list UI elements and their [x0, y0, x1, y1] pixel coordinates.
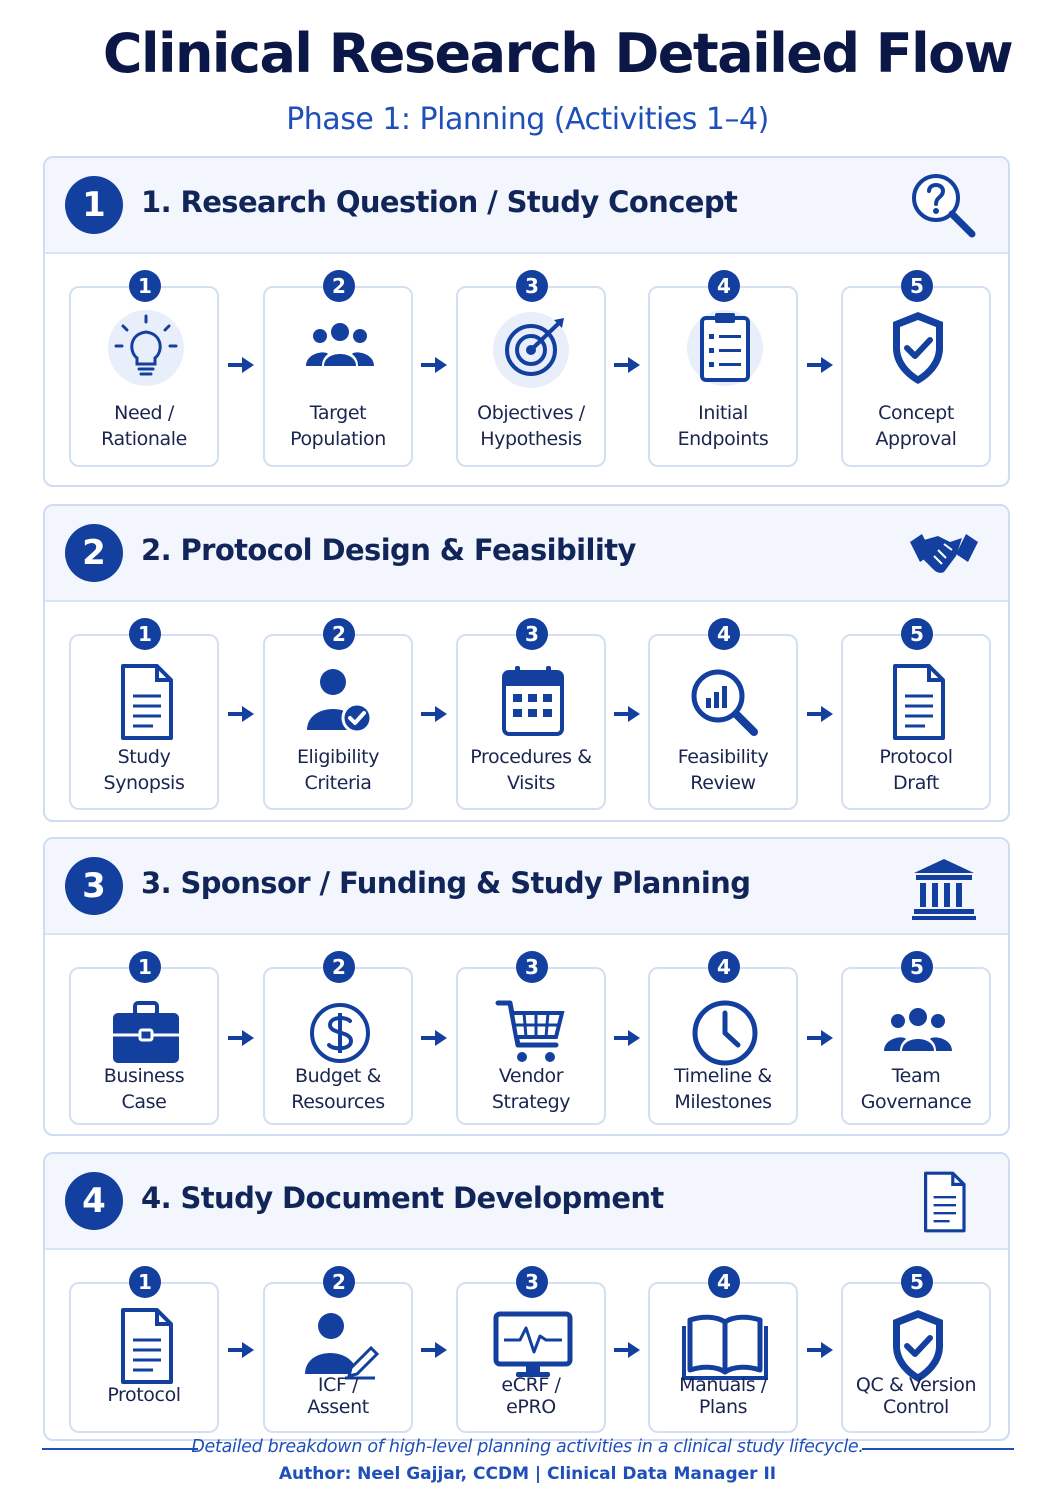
step-card	[841, 1270, 991, 1433]
step-label: Concept Approval	[875, 402, 957, 450]
step-card	[456, 955, 606, 1125]
step-number-badge: 4	[708, 1266, 740, 1298]
step-card	[648, 955, 798, 1125]
section-title: 1. Research Question / Study Concept	[141, 185, 738, 219]
dollar-icon	[295, 993, 385, 1073]
step-number-badge: 2	[323, 618, 355, 650]
footer-caption: Detailed breakdown of high-level planning activities in a clinical study lifecycle.	[191, 1437, 864, 1457]
step-label: Protocol	[107, 1384, 181, 1406]
step-label: Budget & Resources	[291, 1065, 385, 1113]
step-card	[456, 274, 606, 467]
step-number-badge: 1	[129, 618, 161, 650]
flow-arrow-icon	[226, 1339, 256, 1361]
section-1	[43, 156, 1010, 487]
step-label: Procedures & Visits	[470, 746, 592, 794]
step-number-badge: 4	[708, 951, 740, 983]
step-label: Vendor Strategy	[491, 1065, 571, 1113]
step-card	[841, 622, 991, 810]
step-card	[69, 274, 219, 467]
step-card	[841, 955, 991, 1125]
page-subtitle: Phase 1: Planning (Activities 1–4)	[286, 102, 769, 137]
flow-arrow-icon	[419, 1339, 449, 1361]
step-number-badge: 2	[323, 1266, 355, 1298]
step-label: Objectives / Hypothesis	[477, 402, 585, 450]
lightbulb-icon	[101, 308, 191, 388]
section-title: 3. Sponsor / Funding & Study Planning	[141, 866, 751, 900]
section-header	[45, 506, 1008, 602]
calendar-icon	[488, 662, 578, 742]
step-label: Manuals / Plans	[679, 1374, 767, 1418]
shield-check-icon	[873, 308, 963, 388]
step-number-badge: 1	[129, 951, 161, 983]
flow-arrow-icon	[805, 354, 835, 376]
step-label: Target Population	[290, 402, 386, 450]
section-title: 2. Protocol Design & Feasibility	[141, 533, 636, 567]
bank-icon	[908, 853, 980, 921]
step-number-badge: 5	[901, 1266, 933, 1298]
document-icon	[908, 1168, 980, 1236]
step-label: eCRF / ePRO	[501, 1374, 561, 1418]
target-icon	[488, 308, 578, 388]
step-label: Eligibility Criteria	[296, 746, 380, 794]
question-search-icon	[908, 172, 980, 240]
section-2	[43, 504, 1010, 822]
footer-author: Author: Neel Gajjar, CCDM | Clinical Data Manager II	[278, 1464, 777, 1484]
step-card	[841, 274, 991, 467]
document-icon	[101, 662, 191, 742]
clipboard-icon	[680, 308, 770, 388]
step-card	[648, 274, 798, 467]
flow-arrow-icon	[612, 1339, 642, 1361]
step-number-badge: 1	[129, 1266, 161, 1298]
step-number-badge: 3	[516, 618, 548, 650]
flow-arrow-icon	[226, 354, 256, 376]
step-number-badge: 4	[708, 618, 740, 650]
flow-arrow-icon	[805, 703, 835, 725]
handshake-icon	[908, 520, 980, 588]
step-card	[648, 622, 798, 810]
step-label: Study Synopsis	[103, 746, 185, 794]
people-group-icon	[873, 993, 963, 1073]
step-card	[69, 622, 219, 810]
section-number-badge: 1	[65, 176, 123, 234]
step-label: Timeline & Milestones	[674, 1065, 772, 1113]
step-label: Initial Endpoints	[677, 402, 769, 450]
step-label: Feasibility Review	[677, 746, 769, 794]
cart-icon	[488, 993, 578, 1073]
step-number-badge: 3	[516, 951, 548, 983]
flow-arrow-icon	[612, 354, 642, 376]
step-number-badge: 3	[516, 1266, 548, 1298]
flow-arrow-icon	[226, 1027, 256, 1049]
step-label: QC & Version Control	[855, 1374, 977, 1418]
step-card	[263, 955, 413, 1125]
page-title: Clinical Research Detailed Flow	[102, 22, 1013, 85]
step-number-badge: 2	[323, 270, 355, 302]
flow-arrow-icon	[226, 703, 256, 725]
clock-icon	[680, 993, 770, 1073]
step-number-badge: 2	[323, 951, 355, 983]
step-card	[263, 274, 413, 467]
step-number-badge: 5	[901, 618, 933, 650]
step-label: Team Governance	[860, 1065, 972, 1113]
section-header	[45, 1154, 1008, 1250]
section-number-badge: 2	[65, 524, 123, 582]
flow-arrow-icon	[419, 1027, 449, 1049]
step-label: Protocol Draft	[879, 746, 953, 794]
step-number-badge: 1	[129, 270, 161, 302]
section-header	[45, 158, 1008, 254]
step-card	[456, 1270, 606, 1433]
section-4	[43, 1152, 1010, 1441]
flow-arrow-icon	[805, 1027, 835, 1049]
step-card	[263, 622, 413, 810]
step-card	[69, 1270, 219, 1433]
document-icon	[101, 1306, 191, 1386]
flow-arrow-icon	[419, 354, 449, 376]
flow-arrow-icon	[419, 703, 449, 725]
section-title: 4. Study Document Development	[141, 1181, 664, 1215]
section-number-badge: 4	[65, 1172, 123, 1230]
step-card	[456, 622, 606, 810]
section-number-badge: 3	[65, 857, 123, 915]
step-card	[648, 1270, 798, 1433]
step-label: ICF / Assent	[307, 1374, 369, 1418]
step-label: Business Case	[103, 1065, 185, 1113]
section-3	[43, 837, 1010, 1136]
section-header	[45, 839, 1008, 935]
step-card	[69, 955, 219, 1125]
step-card	[263, 1270, 413, 1433]
user-check-icon	[295, 662, 385, 742]
flow-arrow-icon	[805, 1339, 835, 1361]
flow-arrow-icon	[612, 1027, 642, 1049]
chart-search-icon	[680, 662, 770, 742]
step-number-badge: 4	[708, 270, 740, 302]
document-icon	[873, 662, 963, 742]
step-number-badge: 3	[516, 270, 548, 302]
step-number-badge: 5	[901, 270, 933, 302]
briefcase-icon	[101, 993, 191, 1073]
step-label: Need / Rationale	[101, 402, 187, 450]
people-group-icon	[295, 308, 385, 388]
step-number-badge: 5	[901, 951, 933, 983]
flow-arrow-icon	[612, 703, 642, 725]
